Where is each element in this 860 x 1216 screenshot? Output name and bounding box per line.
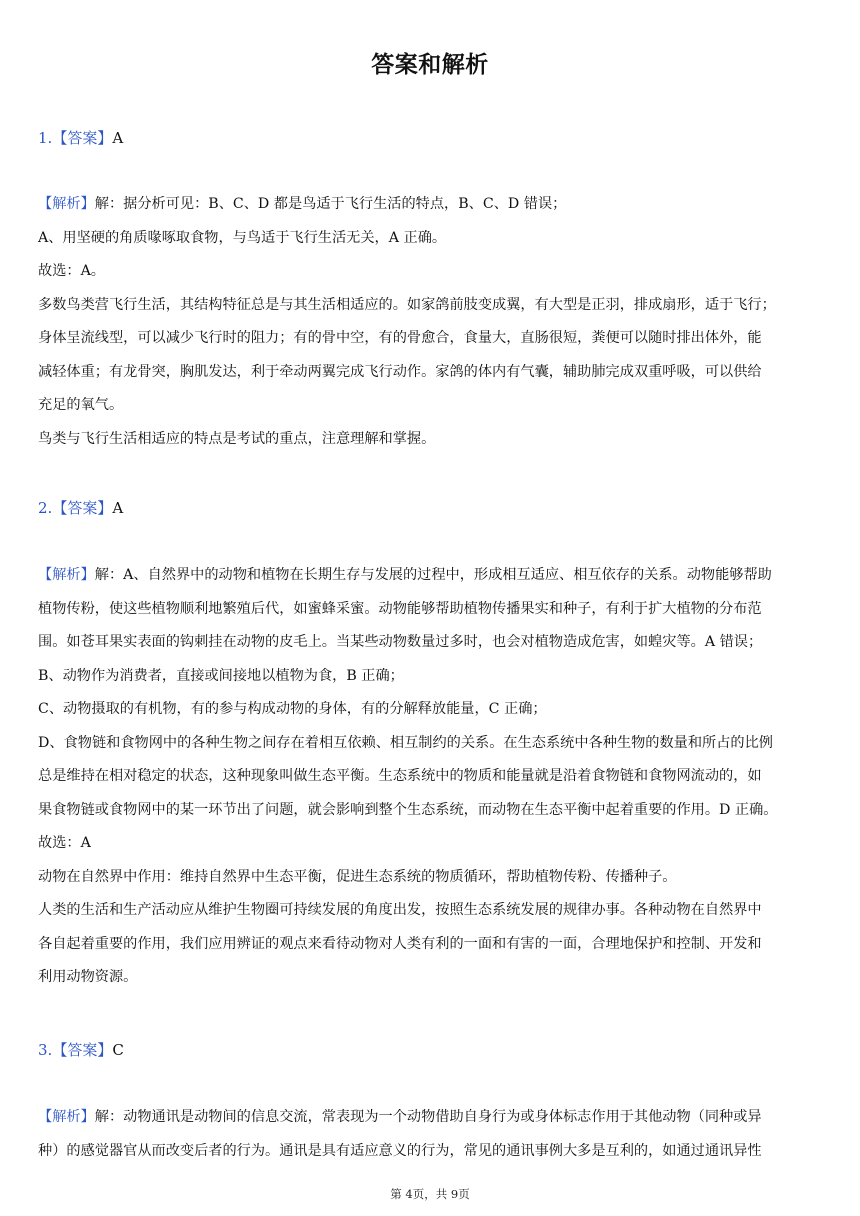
q2-analysis-line: D、食物链和食物网中的各种生物之间存在着相互依赖、相互制约的关系。在生态系统中各种生物的数量和所占的比例: [38, 734, 773, 751]
q1-analysis-tag: 【解析】: [38, 196, 95, 212]
q1-analysis: [38, 188, 822, 456]
q2-analysis-line: 围。如苍耳果实表面的钩刺挂在动物的皮毛上。当某些动物数量过多时，也会对植物造成危害，如蝗灾等。A 错误；: [38, 634, 763, 650]
q2-analysis-line: 各自起着重要的作用，我们应用辨证的观点来看待动物对人类有利的一面和有害的一面，合理地保护和控制、开发和: [38, 935, 762, 952]
q2-analysis-line: 总是维持在相对稳定的状态，这种现象叫做生态平衡。生态系统中的物质和能量就是沿着食物链和食物网流动的，如: [38, 768, 762, 784]
q2-analysis-line: 果食物链或食物网中的某一环节出了问题，就会影响到整个生态系统，而动物在生态平衡中起着重要的作用。D 正确。: [38, 801, 778, 818]
q2-analysis-line: 人类的生活和生产活动应从维护生物圈可持续发展的角度出发，按照生态系统发展的规律办事。各种动物在自然界中: [38, 902, 762, 918]
q3-analysis: [38, 1101, 822, 1168]
q1-answer-line: [38, 128, 123, 148]
q1-analysis-line: 充足的氧气。: [38, 397, 124, 413]
q1-answer-tag: 【答案】: [52, 129, 113, 147]
q2-answer-tag: 【答案】: [52, 499, 113, 517]
q1-analysis-line: A、用坚硬的角质喙啄取食物，与鸟适于飞行生活无关，A 正确。: [38, 229, 447, 246]
q1-analysis-line: 鸟类与飞行生活相适应的特点是考试的重点，注意理解和掌握。: [38, 430, 436, 447]
q3-analysis-line: 种）的感觉器官从而改变后者的行为。通讯是具有适应意义的行为，常见的通讯事例大多是互利的，如通过通讯异性: [38, 1142, 762, 1159]
q1-analysis-line: 故选：A。: [38, 263, 105, 279]
q2-answer: A: [112, 499, 124, 517]
q2-analysis-line: 植物传粉，使这些植物顺利地繁殖后代，如蜜蜂采蜜。动物能够帮助植物传播果实和种子，有利于扩大植物的分布范: [38, 600, 762, 617]
q3-answer-tag: 【答案】: [52, 1041, 113, 1059]
q3-analysis-tag: 【解析】: [38, 1109, 95, 1125]
q2-analysis-line: B、动物作为消费者，直接或间接地以植物为食，B 正确；: [38, 667, 404, 684]
q3-number: 3.: [38, 1041, 53, 1059]
q2-analysis-line: 动物在自然界中作用：维持自然界中生态平衡，促进生态系统的物质循环，帮助植物传粉、传播种子。: [38, 868, 677, 885]
q2-answer-line: [38, 498, 123, 518]
q1-analysis-line: 减轻体重；有龙骨突，胸肌发达，利于牵动两翼完成飞行动作。家鸽的体内有气囊，辅助肺完成双重呼吸，可以供给: [38, 363, 762, 380]
q2-number: 2.: [38, 499, 53, 517]
q1-analysis-line: 身体呈流线型，可以减少飞行时的阻力；有的骨中空，有的骨愈合，食量大，直肠很短，粪便可以随时排出体外，能: [38, 330, 762, 346]
page-footer: 第 4页，共 9页: [390, 1187, 470, 1201]
q2-analysis-line: C、动物摄取的有机物，有的参与构成动物的身体，有的分解释放能量，C 正确；: [38, 701, 547, 717]
q2-analysis-line: 利用动物资源。: [38, 969, 138, 985]
q2-analysis-line: 【解析】解：A、自然界中的动物和植物在长期生存与发展的过程中，形成相互适应、相互依存的关系。动物能够帮助: [38, 567, 772, 583]
q3-answer-line: [38, 1040, 124, 1060]
q1-answer: A: [112, 129, 124, 147]
q3-answer: C: [112, 1041, 124, 1059]
q1-number: 1.: [38, 129, 53, 147]
q2-analysis-tag: 【解析】: [38, 567, 95, 583]
q1-analysis-line: 【解析】解：据分析可见：B、C、D 都是鸟适于飞行生活的特点，B、C、D 错误；: [38, 196, 567, 212]
q1-analysis-line: 多数鸟类营飞行生活，其结构特征总是与其生活相适应的。如家鸽前肢变成翼，有大型是正羽，排成扇形，适于飞行；: [38, 296, 776, 313]
q2-analysis-line: 故选：A: [38, 835, 91, 851]
q2-analysis: [38, 559, 822, 995]
q3-analysis-line: 【解析】解：动物通讯是动物间的信息交流，常表现为一个动物借助自身行为或身体标志作用于其他动物（同种或异: [38, 1109, 762, 1125]
page-title: 答案和解析: [371, 52, 489, 78]
